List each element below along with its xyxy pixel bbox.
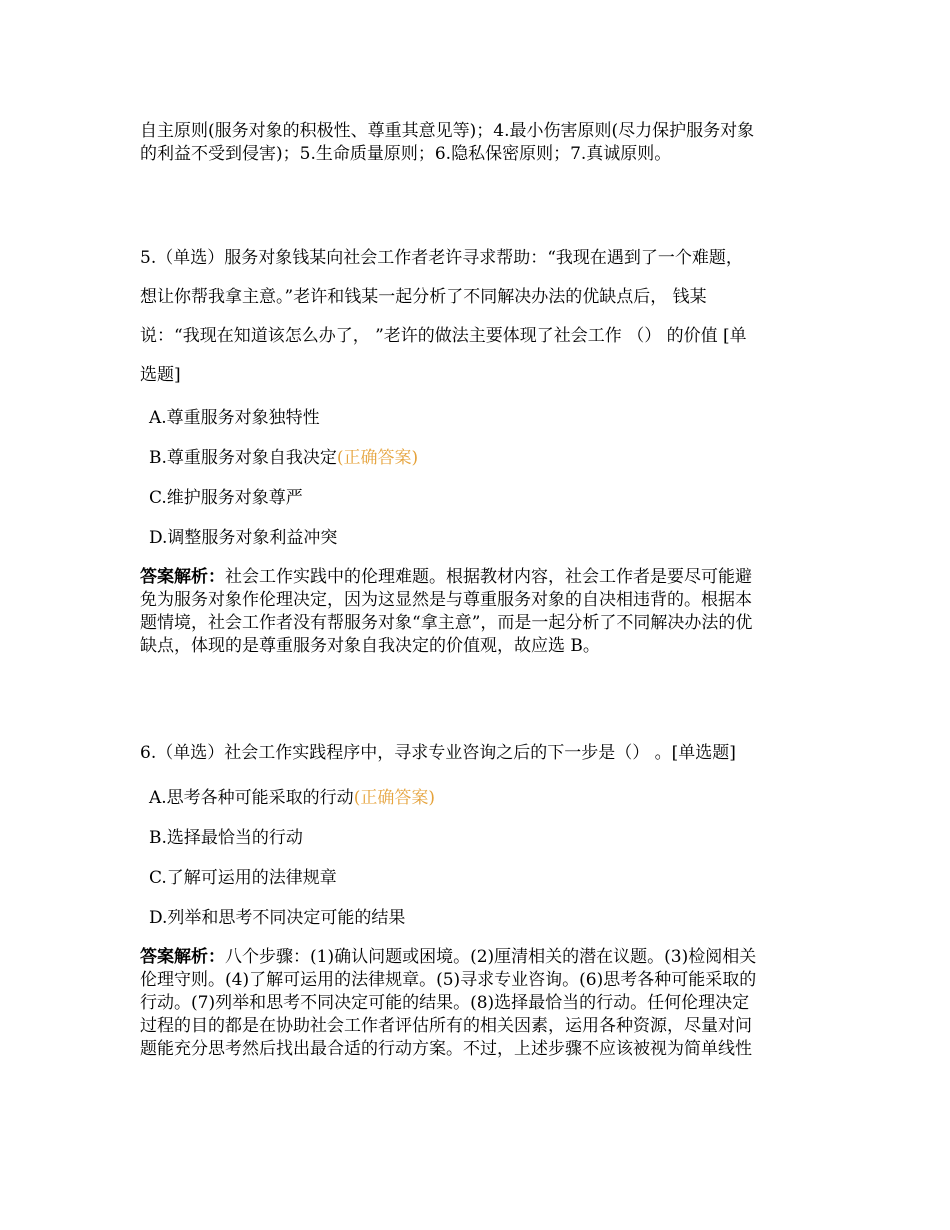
option-text: D.列举和思考不同决定可能的结果 (149, 908, 406, 928)
prev-analysis-continuation (140, 120, 814, 166)
analysis-line: 自主原则(服务对象的积极性、尊重其意见等)；4.最小伤害原则(尽力保护服务对象 (140, 121, 755, 141)
correct-answer-mark: (正确答案) (353, 788, 435, 808)
option-a[interactable] (140, 778, 814, 818)
analysis-line (140, 946, 814, 969)
analysis-line: 行动。(7)列举和思考不同决定可能的结果。(8)选择最恰当的行动。任何伦理决定 (140, 993, 750, 1013)
analysis-line: 免为服务对象作伦理决定，因为这显然是与尊重服务对象的自决相违背的。根据本 (140, 590, 752, 610)
analysis-line: 的利益不受到侵害)；5.生命质量原则；6.隐私保密原则；7.真诚原则。 (140, 144, 672, 164)
analysis-text: 八个步骤：(1)确认问题或困境。(2)厘清相关的潜在议题。(3)检阅相关 (225, 947, 757, 967)
analysis-text: 社会工作实践中的伦理难题。根据教材内容，社会工作者是要尽可能避 (225, 567, 752, 587)
question-6-stem (140, 734, 814, 773)
option-d[interactable] (140, 518, 814, 558)
option-b[interactable] (140, 438, 814, 478)
question-line: 5.（单选）服务对象钱某向社会工作者老许寻求帮助：“我现在遇到了一个难题， (140, 248, 743, 268)
analysis-line: 题能充分思考然后找出最合适的行动方案。不过，上述步骤不应该被视为简单线性 (140, 1039, 752, 1059)
option-text: B.选择最恰当的行动 (149, 828, 303, 848)
question-6-analysis (140, 946, 814, 1061)
question-line: 想让你帮我拿主意。”老许和钱某一起分析了不同解决办法的优缺点后， 钱某 (140, 287, 707, 307)
correct-answer-mark: (正确答案) (336, 448, 419, 468)
option-a[interactable] (140, 398, 814, 438)
analysis-line: 题情境，社会工作者没有帮服务对象“拿主意”，而是一起分析了不同解决办法的优 (140, 613, 753, 633)
analysis-line: 过程的目的都是在协助社会工作者评估所有的相关因素，运用各种资源，尽量对问 (140, 1016, 752, 1036)
analysis-line: 缺点，体现的是尊重服务对象自我决定的价值观，故应选 B。 (140, 636, 600, 656)
option-text: C.了解可运用的法律规章 (149, 868, 337, 888)
option-text: A.尊重服务对象独特性 (149, 408, 320, 428)
question-line: 6.（单选）社会工作实践程序中，寻求专业咨询之后的下一步是（） 。[单选题] (140, 743, 736, 763)
option-b[interactable] (140, 818, 814, 858)
option-text: B.尊重服务对象自我决定 (149, 448, 337, 468)
question-6-options (140, 778, 814, 938)
option-c[interactable] (140, 478, 814, 518)
question-5-analysis (140, 566, 814, 658)
question-5-stem (140, 239, 814, 395)
analysis-line (140, 566, 814, 589)
option-text: D.调整服务对象利益冲突 (149, 528, 338, 548)
option-d[interactable] (140, 898, 814, 938)
analysis-line: 伦理守则。(4)了解可运用的法律规章。(5)寻求专业咨询。(6)思考各种可能采取的 (140, 970, 757, 990)
analysis-label: 答案解析： (140, 947, 225, 967)
option-c[interactable] (140, 858, 814, 898)
option-text: A.思考各种可能采取的行动 (149, 788, 354, 808)
option-text: C.维护服务对象尊严 (149, 488, 303, 508)
analysis-label: 答案解析： (140, 567, 225, 587)
question-line: 选题] (140, 365, 181, 385)
question-line: 说：“我现在知道该怎么办了， ”老许的做法主要体现了社会工作 （） 的价值 [单 (140, 326, 747, 346)
question-5-options (140, 398, 814, 558)
